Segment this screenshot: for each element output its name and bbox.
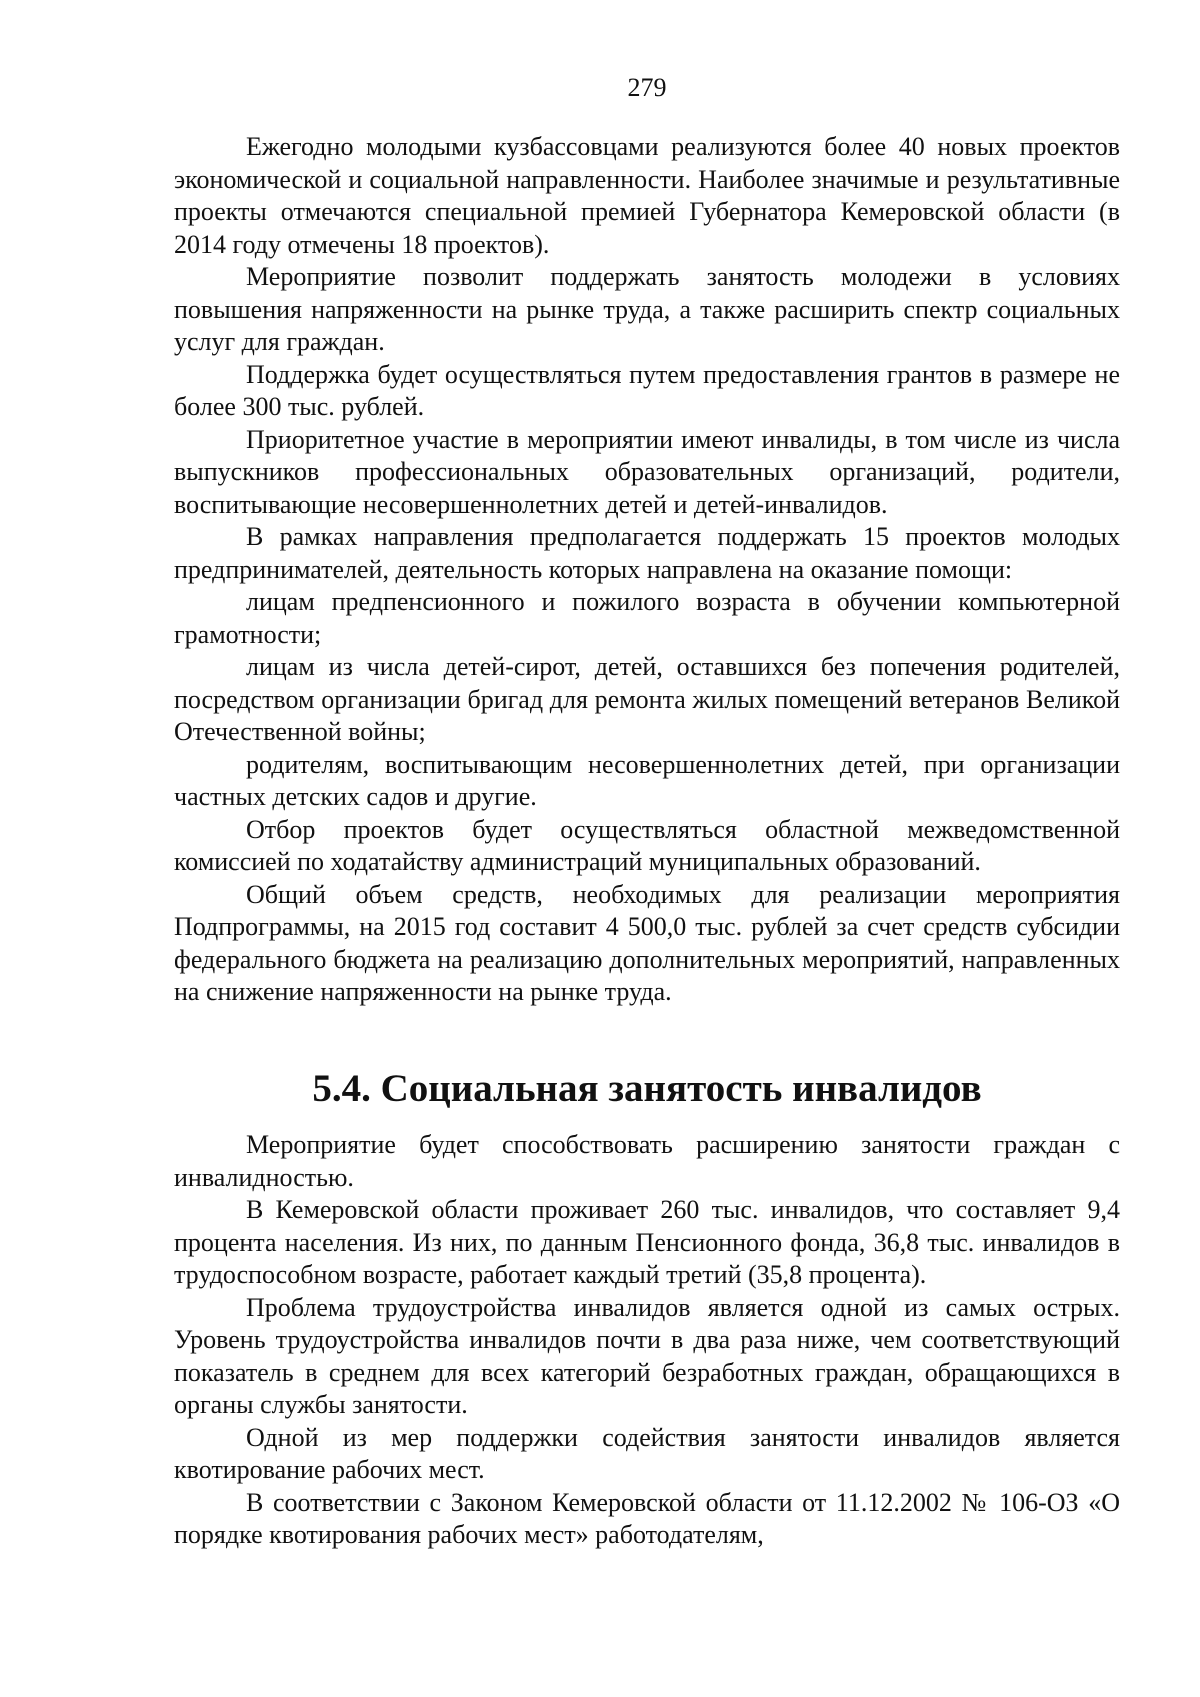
paragraph: лицам предпенсионного и пожилого возраста в обучении компьютерной грамотности; (174, 587, 1120, 649)
paragraph: Приоритетное участие в мероприятии имеют инвалиды, в том числе из числа выпускников профессиональных образовательных организаций, родители, воспитывающие несовершеннолетних детей и детей-инвалидов. (174, 424, 1120, 519)
paragraph: лицам из числа детей-сирот, детей, оставшихся без попечения родителей, посредством организации бригад для ремонта жилых помещений ветеранов Великой Отечественной войны; (174, 652, 1120, 746)
paragraph: В рамках направления предполагается поддержать 15 проектов молодых предпринимателей, деятельность которых направлена на оказание помощи: (174, 522, 1120, 584)
paragraph: Одной из мер поддержки содействия занятости инвалидов является квотирование рабочих мест. (174, 1422, 1120, 1484)
body-text-after-heading (174, 1129, 1120, 1552)
paragraph: Общий объем средств, необходимых для реализации мероприятия Подпрограммы, на 2015 год составит 4 500,0 тыс. рублей за счет средств субсидии федерального бюджета на реализацию дополнительных мероприятий, направленных на снижение напряженности на рынке труда. (174, 879, 1120, 1006)
section-heading: 5.4. Социальная занятость инвалидов (312, 1067, 982, 1110)
body-text-before-heading (174, 131, 1120, 1009)
paragraph: Мероприятие будет способствовать расширению занятости граждан с инвалидностью. (174, 1130, 1120, 1192)
paragraph: В Кемеровской области проживает 260 тыс. инвалидов, что составляет 9,4 процента населения. Из них, по данным Пенсионного фонда, 36,8 тыс. инвалидов в трудоспособном возрасте, работает каждый третий (35,8 процента). (174, 1195, 1120, 1289)
paragraph: Поддержка будет осуществляться путем предоставления грантов в размере не более 300 тыс. рублей. (174, 359, 1120, 421)
page-number: 279 (627, 73, 667, 102)
paragraph: Проблема трудоустройства инвалидов является одной из самых острых. Уровень трудоустройства инвалидов почти в два раза ниже, чем соответствующий показатель в среднем для всех категорий безработных граждан, обращающихся в органы службы занятости. (174, 1292, 1120, 1419)
paragraph: Ежегодно молодыми кузбассовцами реализуются более 40 новых проектов экономической и социальной направленности. Наиболее значимые и результативные проекты отмечаются специальной премией Губернатора Кемеровской области (в 2014 году отмечены 18 проектов). (174, 132, 1120, 259)
paragraph: родителям, воспитывающим несовершеннолетних детей, при организации частных детских садов и другие. (174, 749, 1120, 811)
paragraph: Мероприятие позволит поддержать занятость молодежи в условиях повышения напряженности на рынке труда, а также расширить спектр социальных услуг для граждан. (174, 262, 1120, 356)
paragraph: Отбор проектов будет осуществляться областной межведомственной комиссией по ходатайству администраций муниципальных образований. (174, 814, 1120, 876)
paragraph: В соответствии с Законом Кемеровской области от 11.12.2002 № 106-ОЗ «О порядке квотирования рабочих мест» работодателям, (174, 1487, 1120, 1549)
